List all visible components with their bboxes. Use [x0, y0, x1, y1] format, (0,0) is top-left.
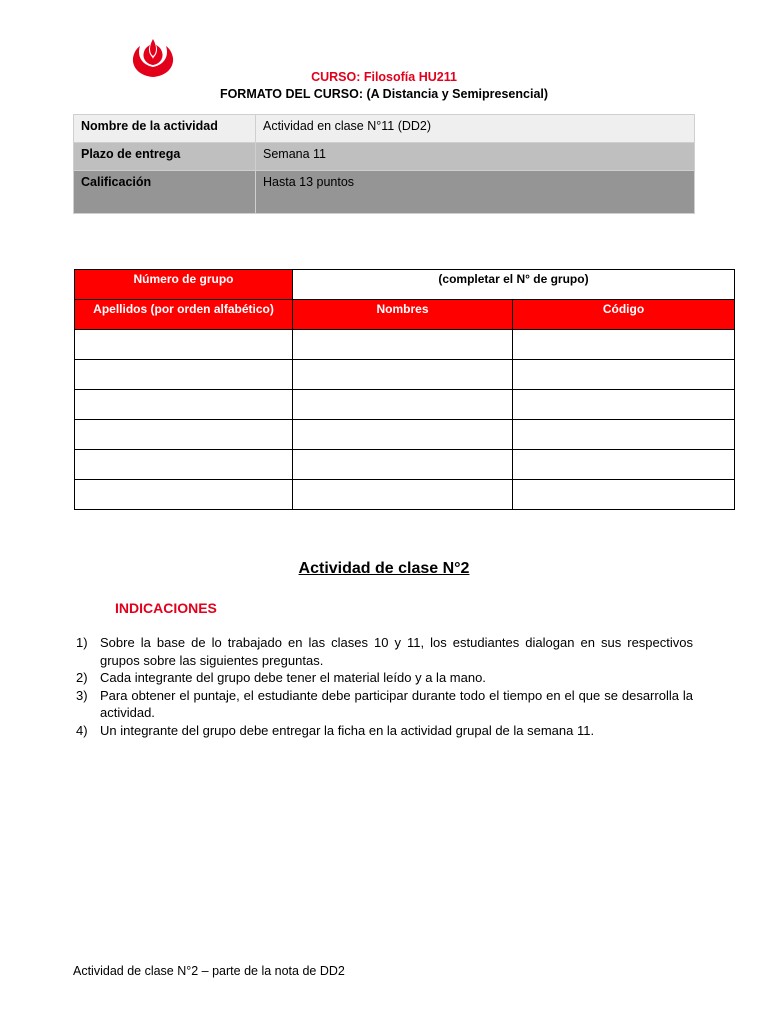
name-cell[interactable]: [293, 330, 513, 360]
list-item: [76, 669, 693, 687]
code-cell[interactable]: [513, 420, 735, 450]
member-row: [75, 330, 735, 360]
item-text: Cada integrante del grupo debe tener el material leído y a la mano.: [100, 670, 486, 685]
page-footer: Actividad de clase N°2 – parte de la nota de DD2: [73, 964, 345, 978]
member-row: [75, 420, 735, 450]
info-row-grade: [74, 171, 695, 214]
name-cell[interactable]: [293, 360, 513, 390]
name-cell[interactable]: [293, 420, 513, 450]
course-format: FORMATO DEL CURSO: (A Distancia y Semipresencial): [219, 87, 549, 101]
header-surnames: Apellidos (por orden alfabético): [75, 300, 293, 330]
header-names: Nombres: [293, 300, 513, 330]
info-value: Hasta 13 puntos: [256, 171, 695, 214]
item-number: 1): [76, 635, 88, 650]
code-cell[interactable]: [513, 450, 735, 480]
name-cell[interactable]: [293, 450, 513, 480]
item-number: 4): [76, 722, 88, 738]
info-label: Nombre de la actividad: [74, 115, 256, 143]
item-number: 3): [76, 687, 88, 703]
list-item: [76, 634, 693, 669]
activity-title: Actividad de clase N°2: [298, 560, 470, 577]
name-cell[interactable]: [293, 390, 513, 420]
surname-cell[interactable]: [75, 450, 293, 480]
member-row: [75, 450, 735, 480]
member-row: [75, 360, 735, 390]
group-header-row: [75, 300, 735, 330]
member-row: [75, 480, 735, 510]
group-number-field[interactable]: (completar el N° de grupo): [293, 270, 735, 300]
info-row-deadline: [74, 143, 695, 171]
code-cell[interactable]: [513, 390, 735, 420]
surname-cell[interactable]: [75, 360, 293, 390]
group-members-table: [74, 269, 735, 510]
item-number: 2): [76, 670, 88, 685]
surname-cell[interactable]: [75, 480, 293, 510]
info-value: Actividad en clase N°11 (DD2): [256, 115, 695, 143]
indications-list: [76, 634, 693, 739]
member-row: [75, 390, 735, 420]
code-cell[interactable]: [513, 330, 735, 360]
list-item: [76, 722, 693, 740]
indications-heading: INDICACIONES: [115, 600, 217, 616]
surname-cell[interactable]: [75, 390, 293, 420]
info-label: Plazo de entrega: [74, 143, 256, 171]
info-value: Semana 11: [256, 143, 695, 171]
info-label: Calificación: [74, 171, 256, 214]
course-title: CURSO: Filosofía HU211: [311, 70, 457, 84]
item-text: Sobre la base de lo trabajado en las clases 10 y 11, los estudiantes dialogan en sus respectivos grupos sobre las siguientes preguntas.: [100, 635, 693, 668]
name-cell[interactable]: [293, 480, 513, 510]
code-cell[interactable]: [513, 480, 735, 510]
surname-cell[interactable]: [75, 420, 293, 450]
group-number-row: [75, 270, 735, 300]
header-code: Código: [513, 300, 735, 330]
activity-info-table: [73, 114, 695, 214]
code-cell[interactable]: [513, 360, 735, 390]
item-text: Para obtener el puntaje, el estudiante debe participar durante todo el tiempo en el que se desarrolla la actividad.: [100, 687, 693, 720]
item-text: Un integrante del grupo debe entregar la ficha en la actividad grupal de la semana 11.: [100, 722, 595, 738]
info-row-activity-name: [74, 115, 695, 143]
list-item: [76, 687, 693, 722]
group-number-label: Número de grupo: [75, 270, 293, 300]
surname-cell[interactable]: [75, 330, 293, 360]
